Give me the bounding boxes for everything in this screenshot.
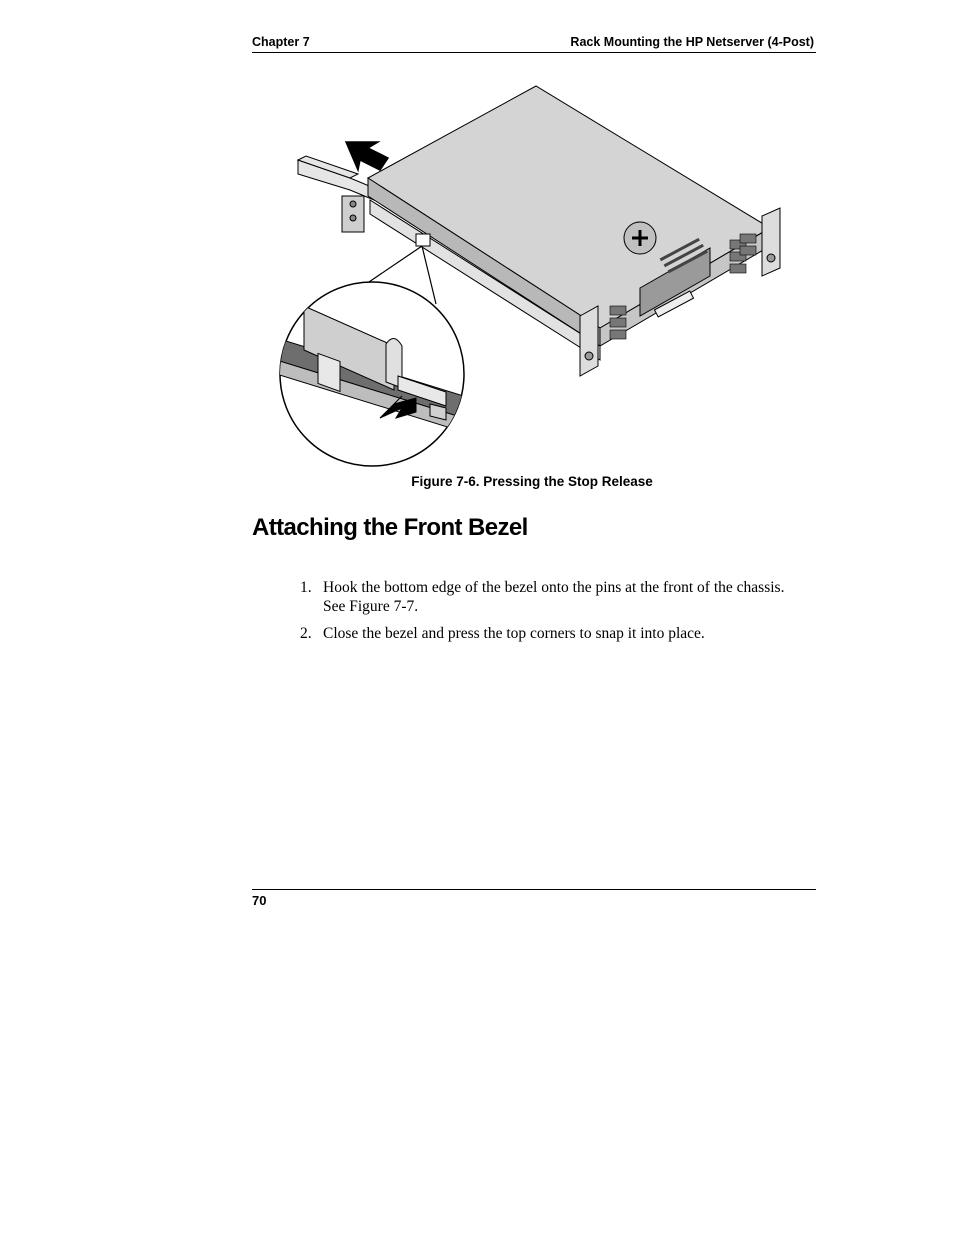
list-item: [300, 578, 800, 616]
list-item: [300, 624, 800, 643]
page-number: 70: [252, 893, 267, 908]
magnified-detail: [270, 282, 470, 466]
step-number: 1.: [300, 579, 312, 596]
chapter-label: Chapter 7: [252, 35, 310, 49]
step-number: 2.: [300, 625, 312, 642]
front-ear-right: [762, 208, 780, 276]
step-text: Close the bezel and press the top corners to snap it into place.: [323, 625, 705, 642]
chapter-title: Rack Mounting the HP Netserver (4-Post): [570, 35, 814, 49]
section-title: Attaching the Front Bezel: [252, 514, 528, 541]
server-rack-illustration: [270, 78, 800, 470]
server-top-cover: [368, 86, 770, 328]
step-text: Hook the bottom edge of the bezel onto the pins at the front of the chassis. See Figure 7-7.: [323, 579, 785, 615]
page-footer: [252, 889, 816, 908]
direction-arrow: [346, 142, 388, 170]
stop-release-tab: [416, 234, 430, 246]
figure-caption: Figure 7-6. Pressing the Stop Release: [411, 474, 653, 489]
steps-list: [300, 578, 800, 651]
front-ear-left: [580, 306, 598, 376]
page-header: [252, 34, 816, 53]
